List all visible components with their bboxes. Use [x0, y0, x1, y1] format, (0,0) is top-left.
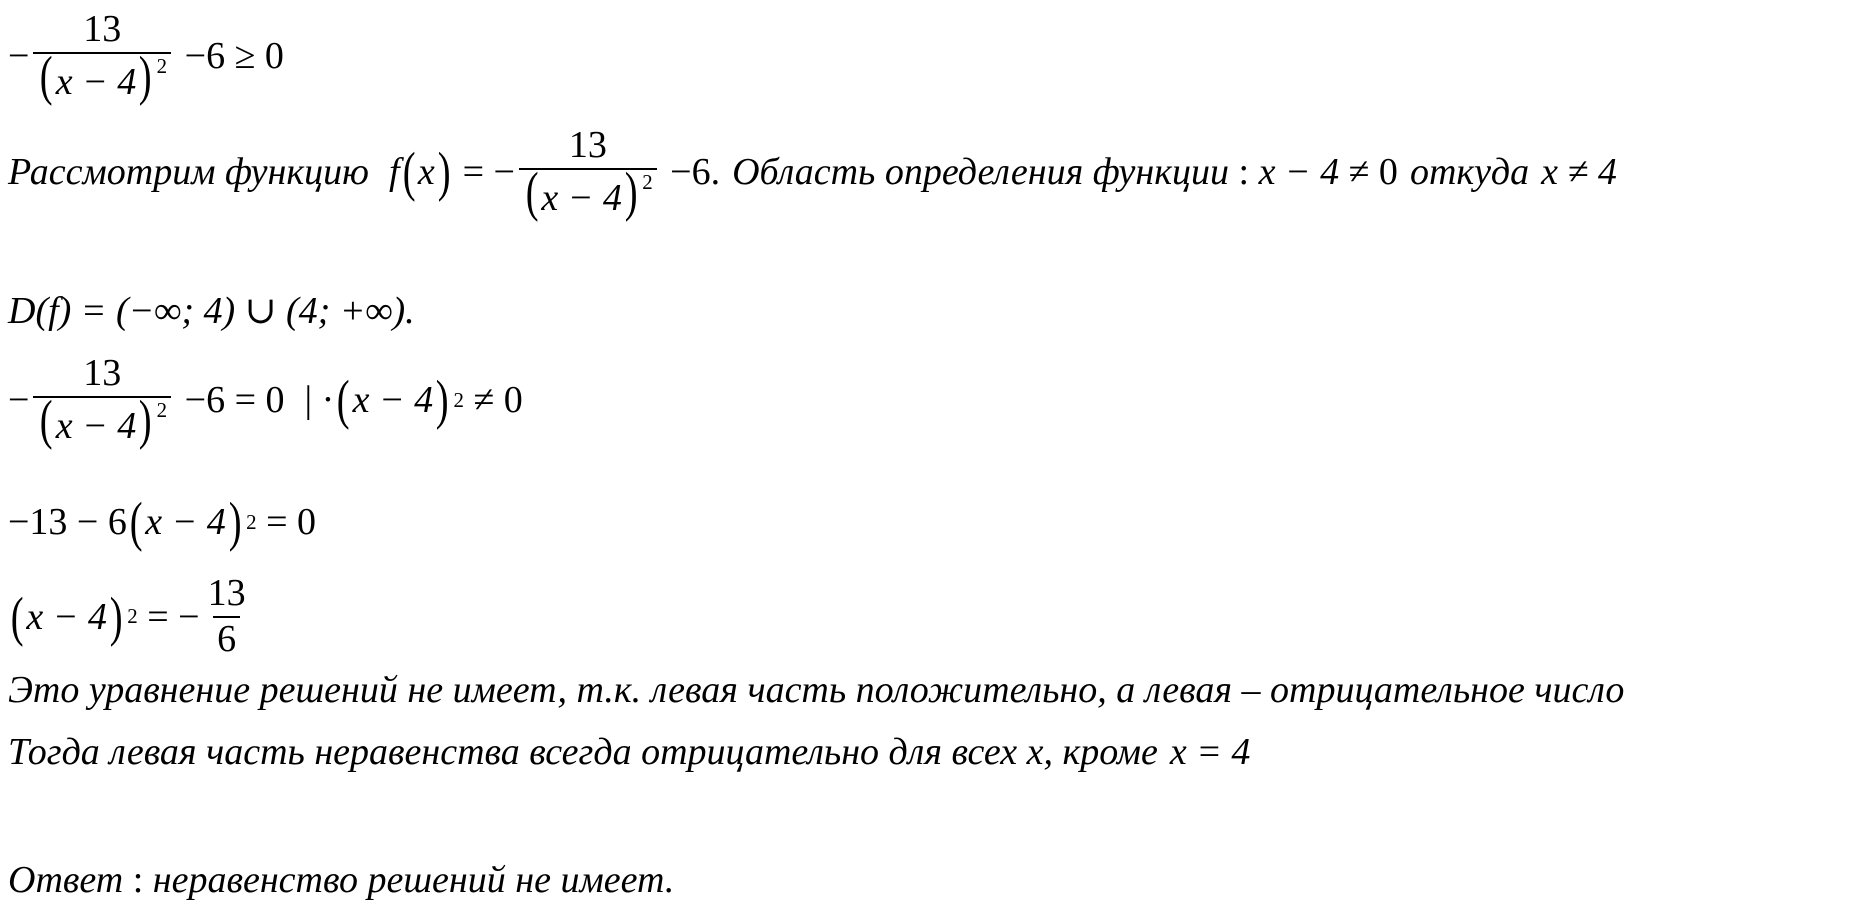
no-solutions-text: Это уравнение решений не имеет, т.к. левая часть положительно, а левая – отрицательное число: [8, 669, 1625, 711]
domain-set: D(f) = (−∞; 4) ∪ (4; +∞).: [8, 290, 415, 332]
expanded-equation-line: −13 − 6 ( x − 4 ) 2 = 0: [8, 491, 316, 552]
fraction-13-over-x-minus-4-squared: $\frac{13}{(x - 4) ^2}$: [33, 8, 171, 104]
domain-phrase: Область определения функции: [732, 151, 1229, 194]
no-solutions-line: [8, 668, 1624, 712]
square-equals-line: ( x − 4 ) 2 = − $\frac{13}{6}$: [8, 572, 254, 661]
conclusion-text: Тогда левая часть неравенства всегда отрицательно для всех x, кроме: [8, 731, 1158, 773]
ge-zero: ≥ 0: [234, 35, 284, 78]
inequality-line: − $\frac{13}{(x - 4) ^2}$ − 6 ≥ 0: [8, 8, 284, 106]
answer-label: Ответ: [8, 859, 124, 901]
whence-text: откуда: [1409, 151, 1530, 194]
domain-set-line: [8, 288, 415, 333]
x-eq-4: x = 4: [1169, 731, 1251, 773]
multiply-bar: | ·: [304, 379, 335, 422]
x-neq-4: x ≠ 4: [1541, 151, 1617, 194]
conclusion-line: [8, 730, 1250, 774]
answer-line: Ответ : неравенство решений не имеет.: [8, 859, 675, 901]
consider-text: Рассмотрим функцию: [8, 151, 369, 194]
function-line: Рассмотрим функцию f ( x ) = − $\frac{13}{(x - 4) ^2}$ − 6 . Область определения функции : x − 4 ≠ 0 откуда x ≠ 4: [8, 124, 1617, 222]
thirteen-over-six: $\frac{13}{6}$: [207, 572, 246, 660]
answer-text: неравенство решений не имеет.: [152, 859, 675, 901]
numerator: 13: [83, 8, 122, 50]
equation-line: − $\frac{13}{(x - 4) ^2}$ − 6 = 0 | · ( x − 4 ) 2 ≠ 0: [8, 352, 523, 450]
equation-fraction: $\frac{13}{(x - 4) ^2}$: [33, 352, 171, 448]
function-fraction: $\frac{13}{(x - 4) ^2}$: [519, 124, 657, 220]
